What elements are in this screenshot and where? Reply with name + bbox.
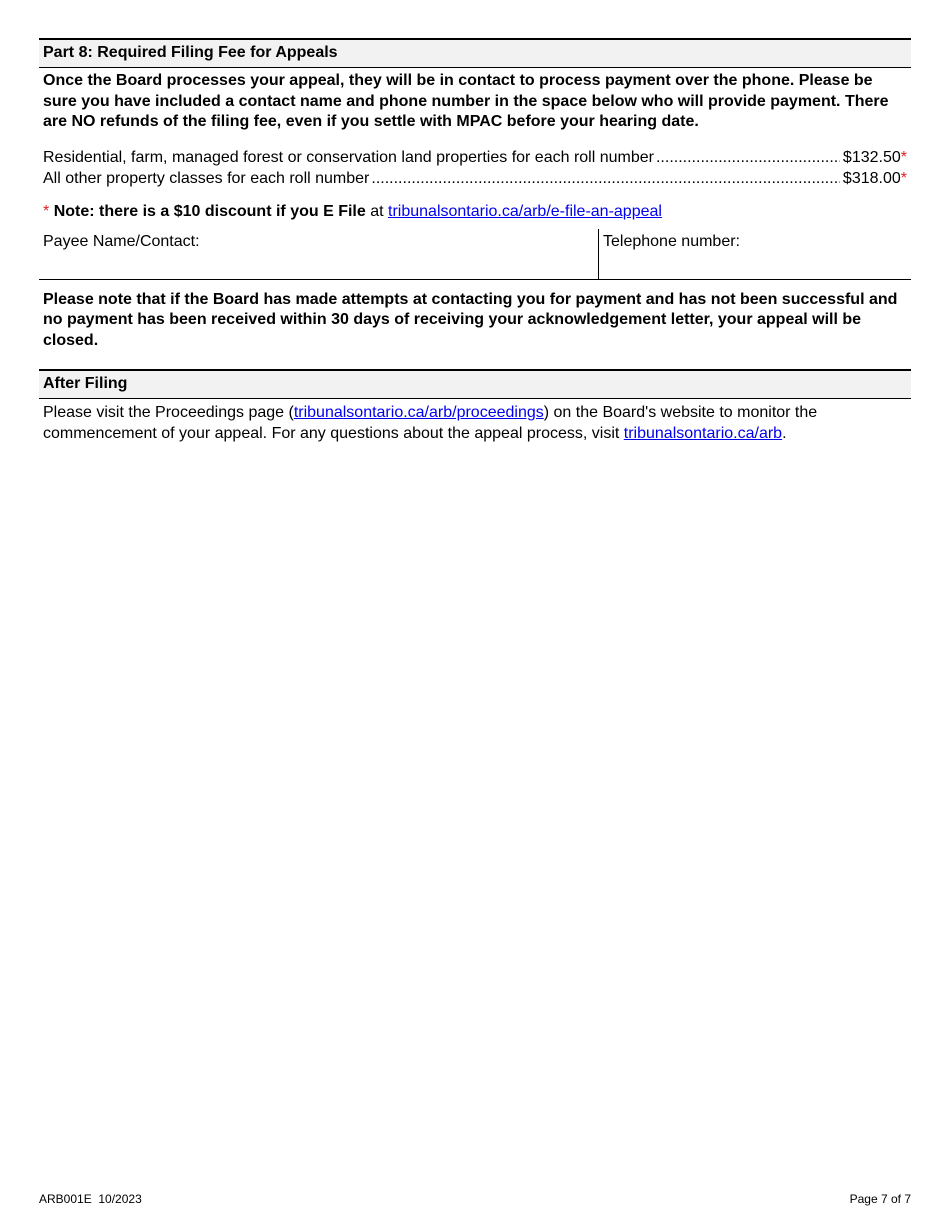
- proceedings-link[interactable]: tribunalsontario.ca/arb/proceedings: [293, 404, 544, 421]
- fee-label: All other property classes for each roll number: [43, 169, 370, 187]
- fee-row-other: [43, 168, 907, 189]
- page-footer: [39, 1192, 911, 1206]
- fee-row-residential: [43, 147, 907, 168]
- asterisk-mark: *: [900, 148, 907, 166]
- page-number: Page 7 of 7: [849, 1192, 911, 1206]
- part8-header: Part 8: Required Filing Fee for Appeals: [39, 38, 911, 68]
- part8-intro: Once the Board processes your appeal, they will be in contact to process payment over the phone. Please be sure you have included a contact name and phone number in the space below who will provide payment. There are NO refunds of the filing fee, even if you settle with MPAC before your hearing date.: [43, 72, 889, 130]
- payee-fields: [39, 229, 911, 280]
- fee-label: Residential, farm, managed forest or conservation land properties for each roll number: [43, 148, 654, 166]
- after-filing-text: [39, 399, 911, 444]
- asterisk-mark: *: [43, 202, 50, 220]
- discount-note: [39, 202, 911, 222]
- after-text-middle: ) on the Board's website to monitor the commencement of your appeal. For any questions about the appeal process, visit: [43, 404, 818, 442]
- fee-list: [39, 147, 911, 189]
- form-page: [39, 38, 911, 444]
- payee-name-label: Payee Name/Contact:: [43, 232, 200, 250]
- efile-link[interactable]: tribunalsontario.ca/arb/e-file-an-appeal: [388, 202, 662, 220]
- asterisk-mark: *: [900, 169, 907, 187]
- closing-notice: Please note that if the Board has made attempts at contacting you for payment and has not been successful and no payment has been received within 30 days of receiving your acknowledgement letter, your appeal will be closed.: [43, 290, 898, 349]
- after-text-before: Please visit the Proceedings page (: [43, 404, 294, 421]
- payee-name-field[interactable]: [39, 229, 599, 279]
- dot-leader: [371, 168, 840, 189]
- dot-leader: [656, 147, 840, 168]
- after-filing-header: After Filing: [39, 369, 911, 399]
- after-text-end: .: [782, 424, 787, 442]
- telephone-field[interactable]: [599, 229, 911, 279]
- fee-amount: $132.50: [842, 148, 901, 166]
- form-id: ARB001E 10/2023: [39, 1192, 142, 1206]
- arb-link[interactable]: tribunalsontario.ca/arb: [623, 424, 783, 442]
- fee-amount: $318.00: [842, 169, 901, 187]
- note-bold-text: Note: there is a $10 discount if you E File: [53, 202, 366, 220]
- telephone-label: Telephone number:: [603, 232, 740, 250]
- note-plain-text: at: [370, 202, 384, 220]
